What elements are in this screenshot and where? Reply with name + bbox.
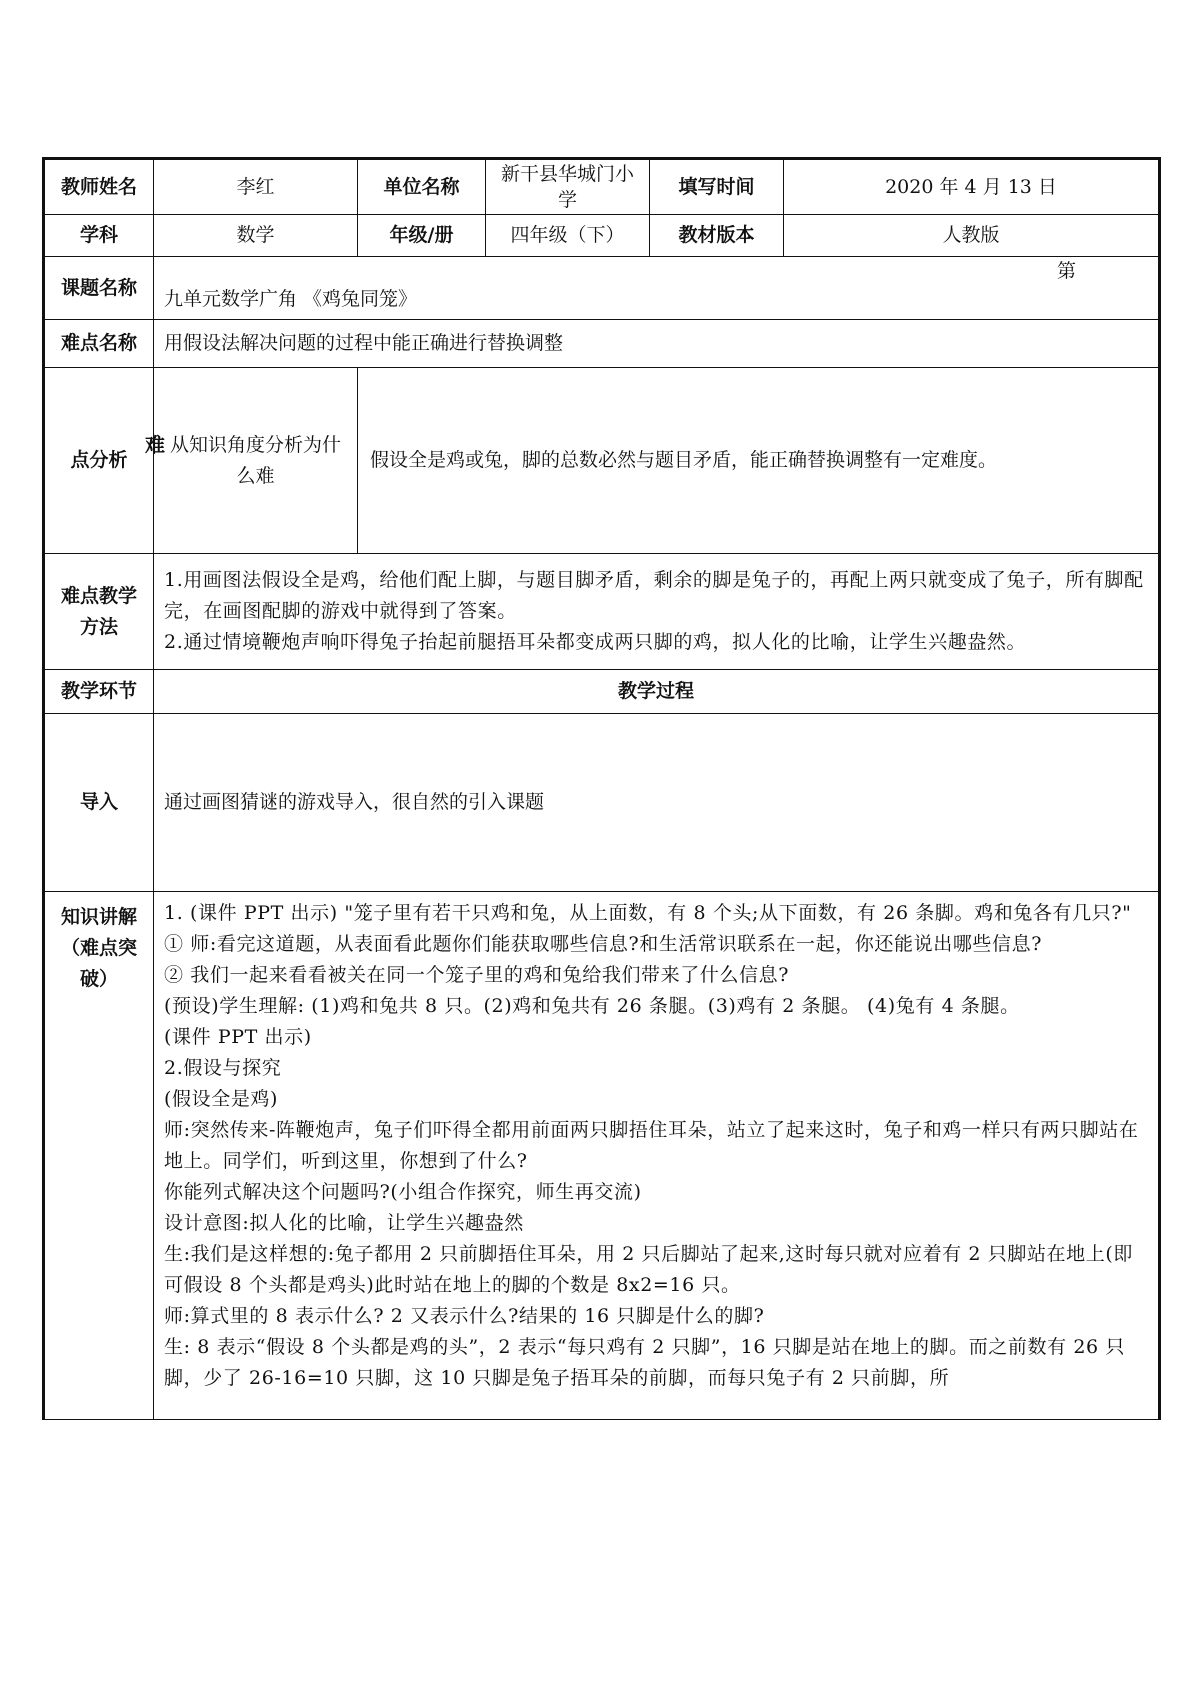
difficulty-value: 用假设法解决问题的过程中能正确进行替换调整: [154, 320, 1160, 368]
row-subject: [44, 215, 1160, 257]
knowledge-line: 你能列式解决这个问题吗?(小组合作探究，师生再交流): [164, 1181, 642, 1203]
knowledge-label-line3: 破）: [79, 968, 118, 990]
knowledge-line: 1. (课件 PPT 出示) "笼子里有若干只鸡和兔，从上面数，有 8 个头;从下面数，有 26 条脚。鸡和兔各有几只?": [164, 902, 1132, 924]
unit-name-value: 新干县华城门小学: [486, 159, 650, 215]
stage-header: 教学环节: [44, 670, 154, 714]
row-teacher: [44, 159, 1160, 215]
edition-value: 人教版: [784, 215, 1160, 257]
edition-label: 教材版本: [650, 215, 784, 257]
grade-value: 四年级（下）: [486, 215, 650, 257]
analysis-label-top: 难: [145, 433, 165, 457]
method-content: [154, 554, 1160, 670]
subject-value: 数学: [154, 215, 358, 257]
method-label: [44, 554, 154, 670]
topic-prefix: 第: [1057, 260, 1077, 282]
row-analysis: [44, 368, 1160, 554]
knowledge-label-line1: 知识讲解: [60, 906, 137, 928]
fill-date-value: 2020 年 4 月 13 日: [784, 159, 1160, 215]
topic-label: 课题名称: [44, 257, 154, 320]
row-difficulty: [44, 320, 1160, 368]
knowledge-line: 师:算式里的 8 表示什么? 2 又表示什么?结果的 16 只脚是什么的脚?: [164, 1305, 765, 1327]
teacher-name-label: 教师姓名: [44, 159, 154, 215]
knowledge-line: 师:突然传来-阵鞭炮声，兔子们吓得全都用前面两只脚捂住耳朵，站立了起来这时，兔子和鸡一样只有两只脚站在地上。同学们，听到这里，你想到了什么?: [164, 1119, 1139, 1172]
intro-value: 通过画图猜谜的游戏导入，很自然的引入课题: [154, 714, 1160, 892]
difficulty-label: 难点名称: [44, 320, 154, 368]
teacher-name-value: 李红: [154, 159, 358, 215]
analysis-label-bottom: 点分析: [70, 449, 128, 471]
knowledge-line: (假设全是鸡): [164, 1088, 279, 1110]
knowledge-label-line2: （难点突: [60, 937, 137, 959]
row-topic: [44, 257, 1160, 320]
knowledge-line: 生: 8 表示“假设 8 个头都是鸡的头”，2 表示“每只鸡有 2 只脚”，16 只脚是站在地上的脚。而之前数有 26 只脚，少了 26-16=10 只脚，这 10 只脚是兔子捂耳朵的前脚，而每只兔子有 2 只前脚，所: [164, 1336, 1125, 1389]
fill-date-label: 填写时间: [650, 159, 784, 215]
knowledge-line: ② 我们一起来看看被关在同一个笼子里的鸡和兔给我们带来了什么信息?: [164, 964, 790, 986]
knowledge-line: (预设)学生理解: (1)鸡和兔共 8 只。(2)鸡和兔共有 26 条腿。(3)鸡有 2 条腿。 (4)兔有 4 条腿。: [164, 995, 1020, 1017]
analysis-label: [44, 368, 154, 554]
analysis-sub-label: 从知识角度分析为什么难: [169, 433, 341, 487]
knowledge-line: 生:我们是这样想的:兔子都用 2 只前脚捂住耳朵，用 2 只后脚站了起来,这时每只就对应着有 2 只脚站在地上(即可假设 8 个头都是鸡头)此时站在地上的脚的个数是 8x2=16 只。: [164, 1243, 1133, 1296]
grade-label: 年级/册: [358, 215, 486, 257]
method-item: 1.用画图法假设全是鸡，给他们配上脚，与题目脚矛盾，剩余的脚是兔子的，再配上两只就变成了兔子，所有脚配完，在画图配脚的游戏中就得到了答案。: [164, 569, 1144, 622]
knowledge-line: ① 师:看完这道题，从表面看此题你们能获取哪些信息?和生活常识联系在一起，你还能说出哪些信息?: [164, 933, 1043, 955]
row-intro: [44, 714, 1160, 892]
knowledge-line: 设计意图:拟人化的比喻，让学生兴趣盎然: [164, 1212, 524, 1234]
method-label-line2: 方法: [79, 615, 118, 638]
unit-name-label: 单位名称: [358, 159, 486, 215]
row-knowledge: [44, 892, 1160, 1420]
knowledge-content: [154, 892, 1160, 1420]
knowledge-line: 2.假设与探究: [164, 1057, 282, 1079]
row-method: [44, 554, 1160, 670]
subject-label: 学科: [44, 215, 154, 257]
topic-value: 九单元数学广角 《鸡兔同笼》: [154, 257, 1160, 320]
lesson-plan-table: [42, 157, 1161, 1420]
analysis-sub-label-cell: [145, 368, 358, 554]
knowledge-label: [44, 892, 154, 1420]
knowledge-line: (课件 PPT 出示): [164, 1026, 312, 1048]
method-label-line1: 难点教学: [60, 584, 137, 607]
analysis-value: 假设全是鸡或兔，脚的总数必然与题目矛盾，能正确替换调整有一定难度。: [358, 368, 1160, 554]
intro-label: 导入: [44, 714, 154, 892]
method-item: 2.通过情境鞭炮声响吓得兔子抬起前腿捂耳朵都变成两只脚的鸡，拟人化的比喻，让学生兴趣盎然。: [164, 631, 1027, 653]
process-header: 教学过程: [154, 670, 1160, 714]
row-process-header: [44, 670, 1160, 714]
